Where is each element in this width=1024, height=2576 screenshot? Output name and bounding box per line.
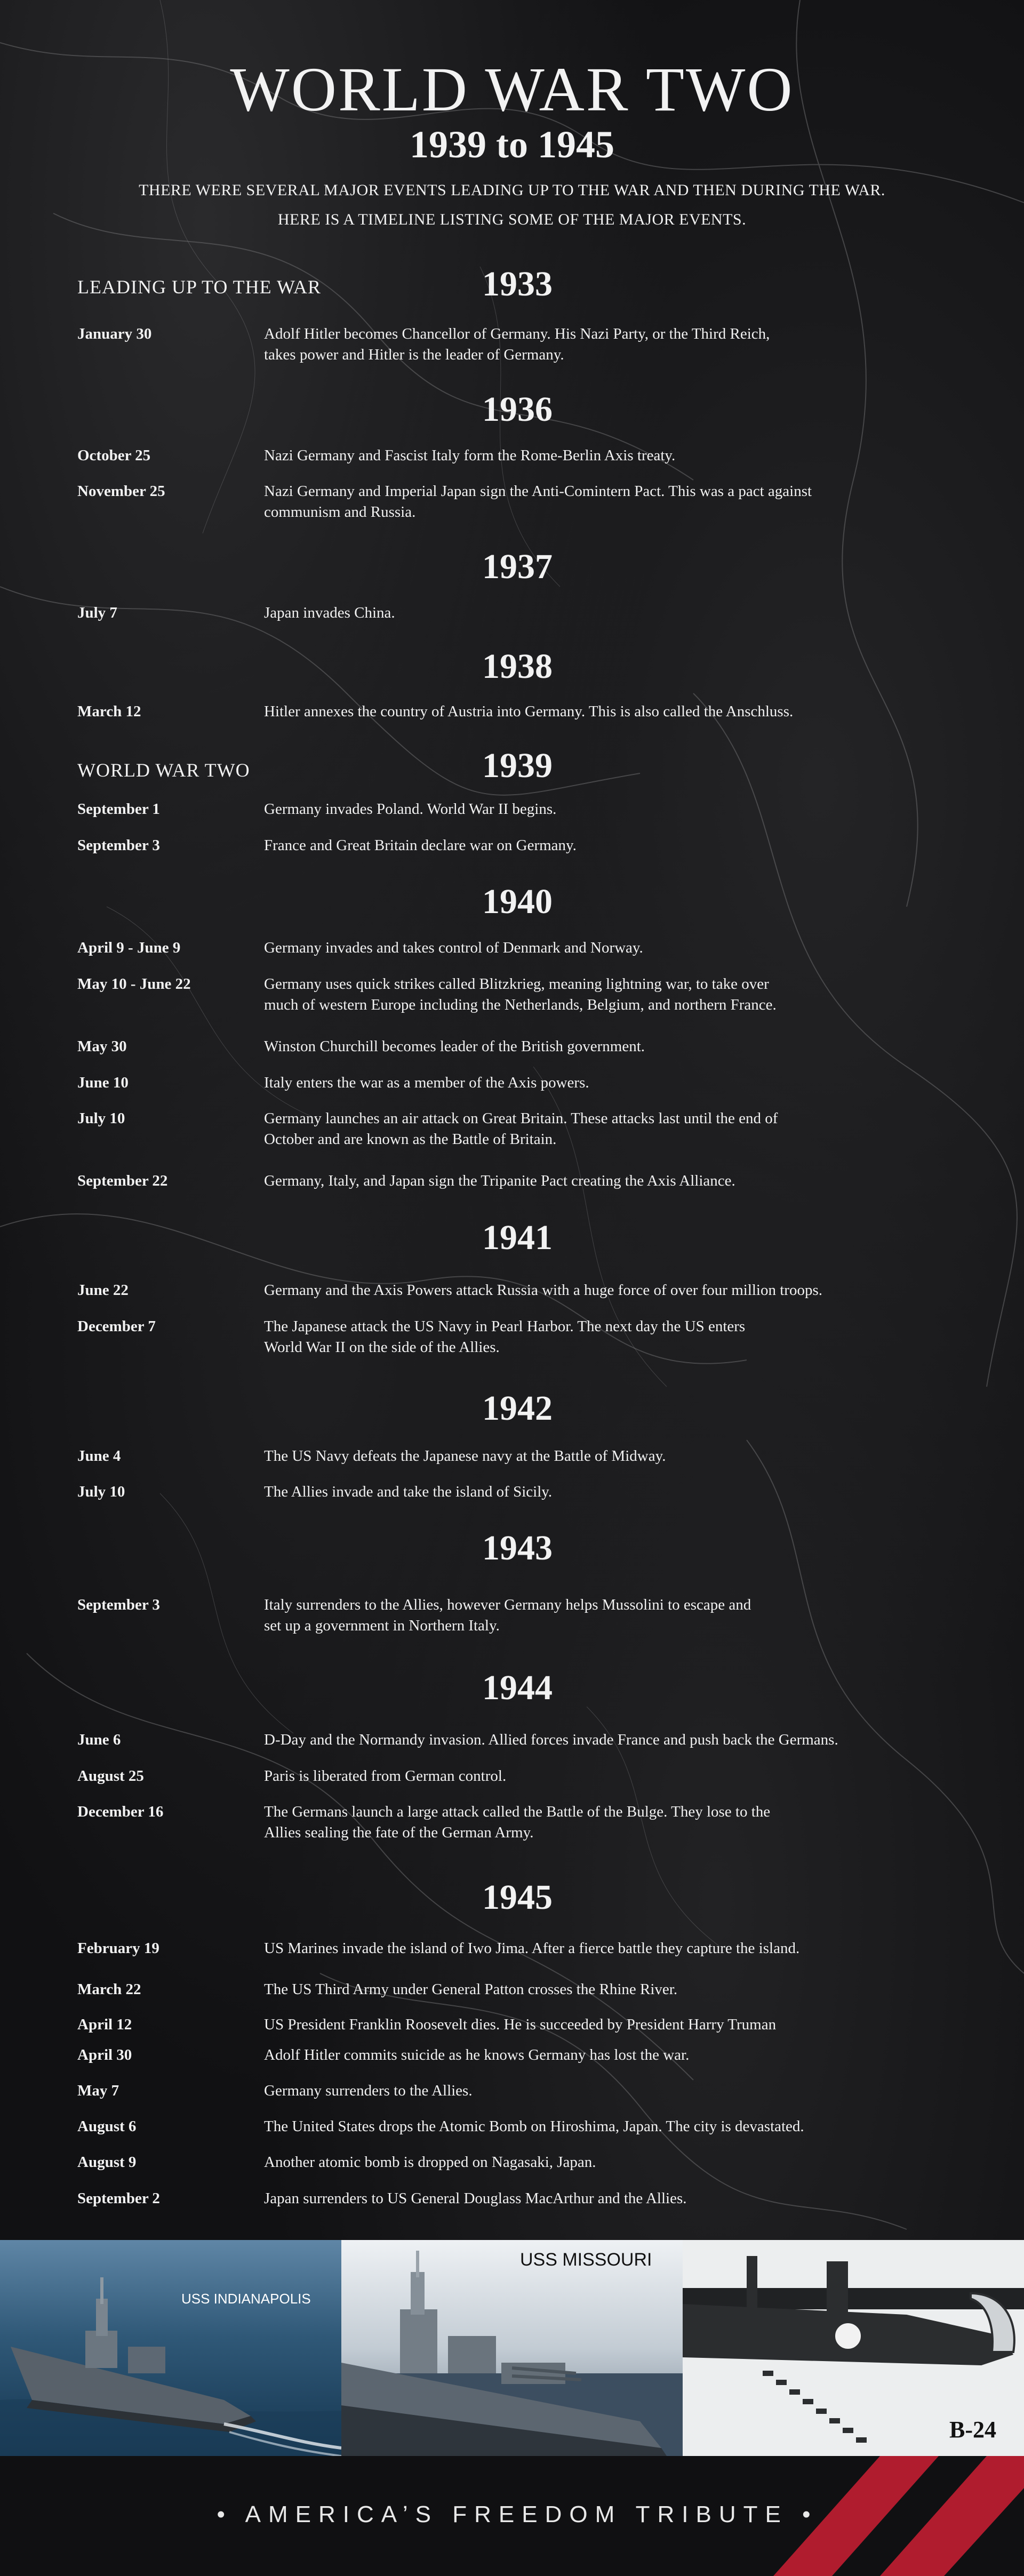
year-heading-1945: 1945 (482, 1878, 553, 1917)
event-date: October 25 (77, 447, 151, 464)
year-heading-1940: 1940 (482, 882, 553, 921)
event-description: The US Navy defeats the Japanese navy at the Battle of Midway. (264, 1447, 666, 1465)
photo-uss-missouri (341, 2240, 683, 2456)
event-description: D-Day and the Normandy invasion. Allied forces invade France and push back the Germans. (264, 1731, 838, 1748)
photo-caption-b24: B-24 (949, 2417, 996, 2443)
event-description: Germany and the Axis Powers attack Russia with a huge force of over four million troops. (264, 1282, 822, 1299)
event-date: June 10 (77, 1074, 129, 1091)
event-description: Japan invades China. (264, 604, 395, 621)
event-description: Adolf Hitler becomes Chancellor of Germany. His Nazi Party, or the Third Reich, takes power and Hitler is the leader of Germany. (264, 325, 770, 363)
event-date: March 12 (77, 703, 141, 720)
event-date: May 30 (77, 1038, 127, 1055)
event-date: August 25 (77, 1767, 144, 1785)
footer-title: • AMERICA’S FREEDOM TRIBUTE • (217, 2501, 818, 2527)
page-title: WORLD WAR TWO (230, 54, 794, 124)
year-heading-1939: 1939 (482, 746, 553, 785)
event-description: Paris is liberated from German control. (264, 1767, 507, 1785)
event-description: The Japanese attack the US Navy in Pearl Harbor. The next day the US enters World War II on the side of the Allies. (264, 1318, 746, 1356)
event-date: February 19 (77, 1940, 159, 1957)
section-label-leading-up: LEADING UP TO THE WAR (77, 276, 322, 298)
event-description: Italy enters the war as a member of the Axis powers. (264, 1074, 589, 1091)
event-date: June 6 (77, 1731, 121, 1748)
event-description: The US Third Army under General Patton crosses the Rhine River. (264, 1981, 678, 1998)
event-description: Japan surrenders to US General Douglass MacArthur and the Allies. (264, 2190, 687, 2207)
event-description: France and Great Britain declare war on Germany. (264, 837, 577, 854)
photo-strip (0, 2240, 1024, 2456)
photo-b24-bomber (683, 2240, 1024, 2456)
event-date: September 1 (77, 801, 160, 818)
photo-uss-indianapolis (0, 2240, 341, 2456)
ship-image (0, 2240, 341, 2456)
event-date: June 4 (77, 1447, 121, 1465)
photo-caption-indianapolis: USS INDIANAPOLIS (181, 2291, 311, 2307)
year-heading-1943: 1943 (482, 1529, 553, 1567)
event-date: May 7 (77, 2082, 119, 2099)
event-description: Germany, Italy, and Japan sign the Tripanite Pact creating the Axis Alliance. (264, 1172, 735, 1189)
event-description: Germany invades and takes control of Denmark and Norway. (264, 939, 643, 956)
event-date: May 10 - June 22 (77, 975, 191, 993)
event-description: Germany surrenders to the Allies. (264, 2082, 473, 2099)
event-description: The Germans launch a large attack called the Battle of the Bulge. They lose to the Allies sealing the fate of the German Army. (264, 1803, 771, 1841)
year-heading-1936: 1936 (482, 390, 553, 429)
ship-image (341, 2240, 683, 2456)
event-date: December 16 (77, 1803, 164, 1820)
footer-banner (0, 2456, 1024, 2576)
event-description: Nazi Germany and Imperial Japan sign the Anti-Comintern Pact. This was a pact against communism and Russia. (264, 483, 812, 521)
event-description: Hitler annexes the country of Austria into Germany. This is also called the Anschluss. (264, 703, 794, 720)
event-date: September 22 (77, 1172, 168, 1189)
event-date: July 10 (77, 1110, 125, 1127)
event-date: July 7 (77, 604, 117, 621)
year-heading-1937: 1937 (482, 547, 553, 586)
event-date: September 3 (77, 1596, 160, 1613)
year-heading-1933: 1933 (482, 265, 553, 303)
intro-line-2: HERE IS A TIMELINE LISTING SOME OF THE MAJOR EVENTS. (277, 211, 747, 228)
event-date: April 12 (77, 2016, 132, 2033)
event-description: The United States drops the Atomic Bomb on Hiroshima, Japan. The city is devastated. (264, 2118, 804, 2135)
event-date: September 2 (77, 2190, 160, 2207)
event-description: Italy surrenders to the Allies, however Germany helps Mussolini to escape and set up a government in Northern Italy. (264, 1596, 751, 1634)
page-subtitle: 1939 to 1945 (410, 123, 614, 166)
photo-caption-missouri: USS MISSOURI (520, 2250, 652, 2270)
event-date: November 25 (77, 483, 165, 500)
event-date: June 22 (77, 1282, 129, 1299)
event-date: July 10 (77, 1483, 125, 1500)
event-description: Winston Churchill becomes leader of the British government. (264, 1038, 645, 1055)
event-date: December 7 (77, 1318, 156, 1335)
event-description: Nazi Germany and Fascist Italy form the Rome-Berlin Axis treaty. (264, 447, 676, 464)
section-label-world-war-two: WORLD WAR TWO (77, 759, 250, 781)
year-heading-1938: 1938 (482, 647, 553, 686)
event-date: April 9 - June 9 (77, 939, 181, 956)
event-date: March 22 (77, 1981, 141, 1998)
event-description: Another atomic bomb is dropped on Nagasaki, Japan. (264, 2154, 596, 2171)
year-heading-1944: 1944 (482, 1668, 553, 1707)
intro-line-1: THERE WERE SEVERAL MAJOR EVENTS LEADING UP TO THE WAR AND THEN DURING THE WAR. (139, 181, 885, 199)
year-heading-1942: 1942 (482, 1389, 553, 1428)
year-heading-1941: 1941 (482, 1218, 553, 1257)
event-description: Germany invades Poland. World War II begins. (264, 801, 557, 818)
event-date: August 6 (77, 2118, 137, 2135)
event-description: Germany launches an air attack on Great Britain. These attacks last until the end of October and are known as the Battle of Britain. (264, 1110, 778, 1148)
event-description: Germany uses quick strikes called Blitzkrieg, meaning lightning war, to take over much of western Europe including the Netherlands, Belgium, and northern France. (264, 975, 777, 1013)
event-description: US Marines invade the island of Iwo Jima. After a fierce battle they capture the island. (264, 1940, 800, 1957)
event-date: January 30 (77, 325, 152, 342)
event-date: August 9 (77, 2154, 137, 2171)
event-description: Adolf Hitler commits suicide as he knows Germany has lost the war. (264, 2046, 690, 2063)
event-date: September 3 (77, 837, 160, 854)
event-description: US President Franklin Roosevelt dies. He is succeeded by President Harry Truman (264, 2016, 777, 2033)
event-description: The Allies invade and take the island of Sicily. (264, 1483, 553, 1500)
event-date: April 30 (77, 2046, 132, 2063)
